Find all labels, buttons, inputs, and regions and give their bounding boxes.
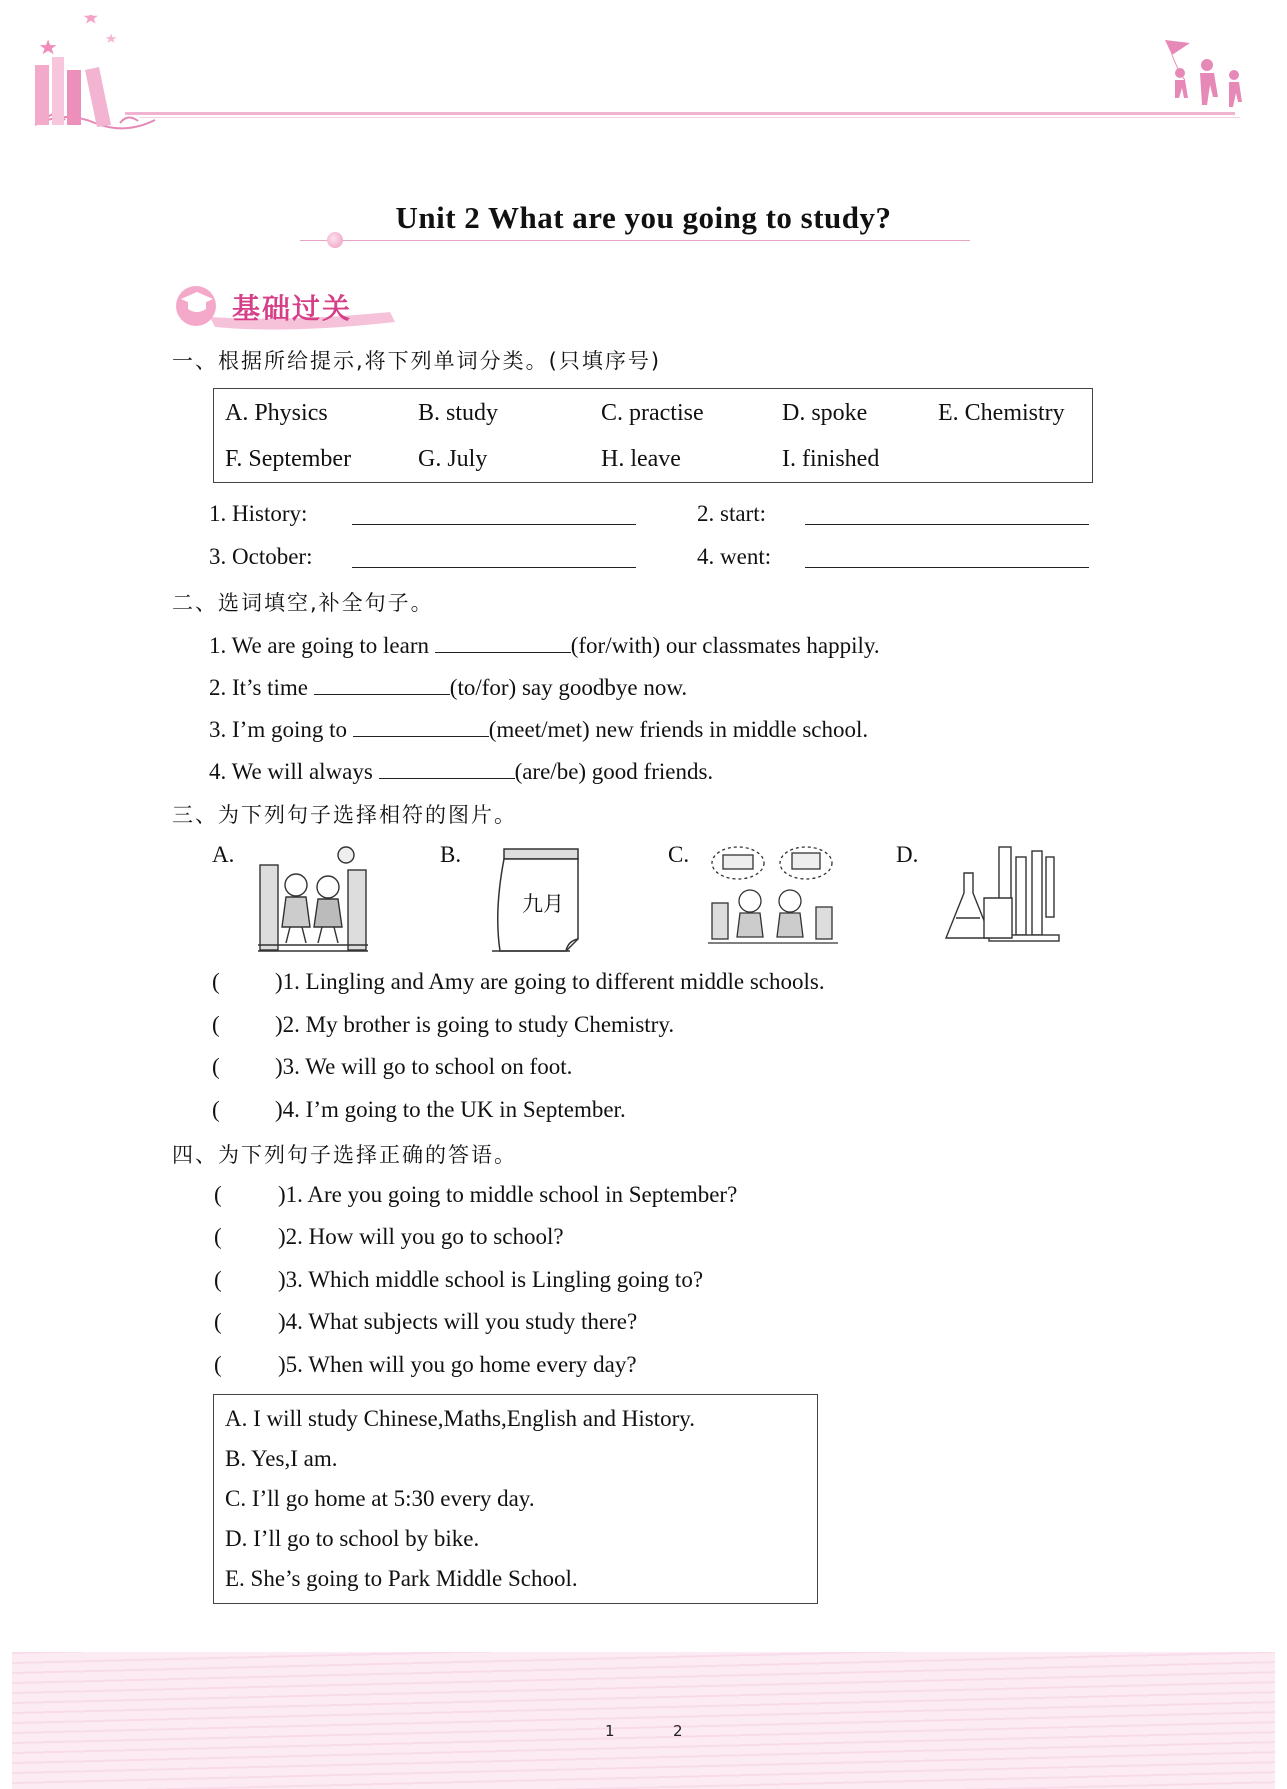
lab-equipment-picture — [944, 843, 1064, 955]
graduation-cap-icon — [180, 286, 214, 320]
q4-answer-paren[interactable]: ( — [214, 1309, 222, 1334]
q1-answer-blank[interactable] — [352, 502, 636, 530]
word-option: G. July — [418, 446, 488, 472]
q1-item-label: 1. History: — [209, 501, 308, 526]
q4-heading: 四、为下列句子选择正确的答语。 — [172, 1143, 517, 1167]
section-title: 基础过关 — [232, 292, 353, 325]
word-option: F. September — [225, 446, 352, 472]
q4-answer-paren[interactable]: ( — [214, 1267, 222, 1292]
q2-item — [209, 672, 687, 701]
header-divider — [125, 112, 1235, 115]
word-option: E. Chemistry — [938, 400, 1065, 426]
q2-item — [209, 714, 868, 743]
title-underline — [300, 240, 970, 241]
q2-item-after: (meet/met) new friends in middle school. — [488, 717, 869, 742]
q2-item-before: 1. We are going to learn — [209, 633, 429, 658]
q2-item-before: 2. It’s time — [209, 675, 309, 700]
q4-item: )2. How will you go to school? — [278, 1224, 564, 1249]
word-option: A. Physics — [225, 400, 328, 426]
q1-answer-blank[interactable] — [352, 545, 636, 573]
answer-option: C. I’ll go home at 5:30 every day. — [225, 1486, 535, 1511]
answer-option: A. I will study Chinese,Maths,English and History. — [225, 1406, 695, 1431]
page-number-right: 2 — [673, 1722, 683, 1740]
calendar-month-text: 九月 — [522, 892, 564, 916]
answer-option: B. Yes,I am. — [225, 1446, 338, 1471]
q2-blank[interactable] — [353, 714, 489, 737]
q3-item: )2. My brother is going to study Chemistry. — [275, 1012, 675, 1037]
q3-item: )1. Lingling and Amy are going to different middle schools. — [275, 969, 825, 994]
q2-blank[interactable] — [379, 756, 515, 779]
q4-answer-paren[interactable]: ( — [214, 1182, 222, 1207]
picture-label: D. — [896, 842, 919, 867]
q2-item-after: (for/with) our classmates happily. — [570, 633, 880, 658]
q3-answer-paren[interactable]: ( — [212, 1097, 220, 1122]
q2-item — [209, 756, 713, 785]
page-title: Unit 2 What are you going to study? — [395, 200, 892, 235]
q1-answer-blank[interactable] — [805, 545, 1089, 573]
word-option: I. finished — [782, 446, 880, 472]
q1-item-label: 4. went: — [697, 544, 772, 569]
word-option: B. study — [418, 400, 499, 426]
q3-item: )3. We will go to school on foot. — [275, 1054, 573, 1079]
children-kite-icon — [1160, 35, 1255, 120]
q4-item: )3. Which middle school is Lingling going to? — [278, 1267, 704, 1292]
q2-heading: 二、选词填空,补全句子。 — [172, 591, 434, 615]
q4-answer-paren[interactable]: ( — [214, 1224, 222, 1249]
answer-option: E. She’s going to Park Middle School. — [225, 1566, 578, 1591]
q2-item — [209, 630, 880, 659]
picture-label: A. — [212, 842, 235, 867]
q3-answer-paren[interactable]: ( — [212, 1054, 220, 1079]
q1-item-label: 3. October: — [209, 544, 313, 569]
q1-item-label: 2. start: — [697, 501, 766, 526]
children-walking-picture — [258, 845, 368, 957]
footer-band — [12, 1652, 1275, 1789]
q2-item-after: (are/be) good friends. — [514, 759, 714, 784]
q3-answer-paren[interactable]: ( — [212, 1012, 220, 1037]
q2-blank[interactable] — [435, 630, 571, 653]
picture-label: B. — [440, 842, 462, 867]
picture-label: C. — [668, 842, 690, 867]
q2-item-after: (to/for) say goodbye now. — [449, 675, 688, 700]
q4-answer-paren[interactable]: ( — [214, 1352, 222, 1377]
q2-item-before: 4. We will always — [209, 759, 373, 784]
word-option: H. leave — [601, 446, 681, 472]
q4-item: )5. When will you go home every day? — [278, 1352, 637, 1377]
title-bullet-dot — [327, 232, 343, 248]
q3-answer-paren[interactable]: ( — [212, 969, 220, 994]
page-number-left: 1 — [605, 1722, 615, 1740]
header-divider-thin — [140, 117, 1240, 118]
word-option: D. spoke — [782, 400, 868, 426]
q3-item: )4. I’m going to the UK in September. — [275, 1097, 626, 1122]
q2-item-before: 3. I’m going to — [209, 717, 347, 742]
word-option: C. practise — [601, 400, 704, 426]
q3-heading: 三、为下列句子选择相符的图片。 — [172, 803, 517, 827]
q2-blank[interactable] — [314, 672, 450, 695]
friends-different-schools-picture — [708, 843, 838, 955]
q1-heading: 一、根据所给提示,将下列单词分类。(只填序号) — [172, 349, 662, 373]
answer-option: D. I’ll go to school by bike. — [225, 1526, 480, 1551]
q1-answer-blank[interactable] — [805, 502, 1089, 530]
q4-item: )1. Are you going to middle school in September? — [278, 1182, 738, 1207]
q4-item: )4. What subjects will you study there? — [278, 1309, 638, 1334]
